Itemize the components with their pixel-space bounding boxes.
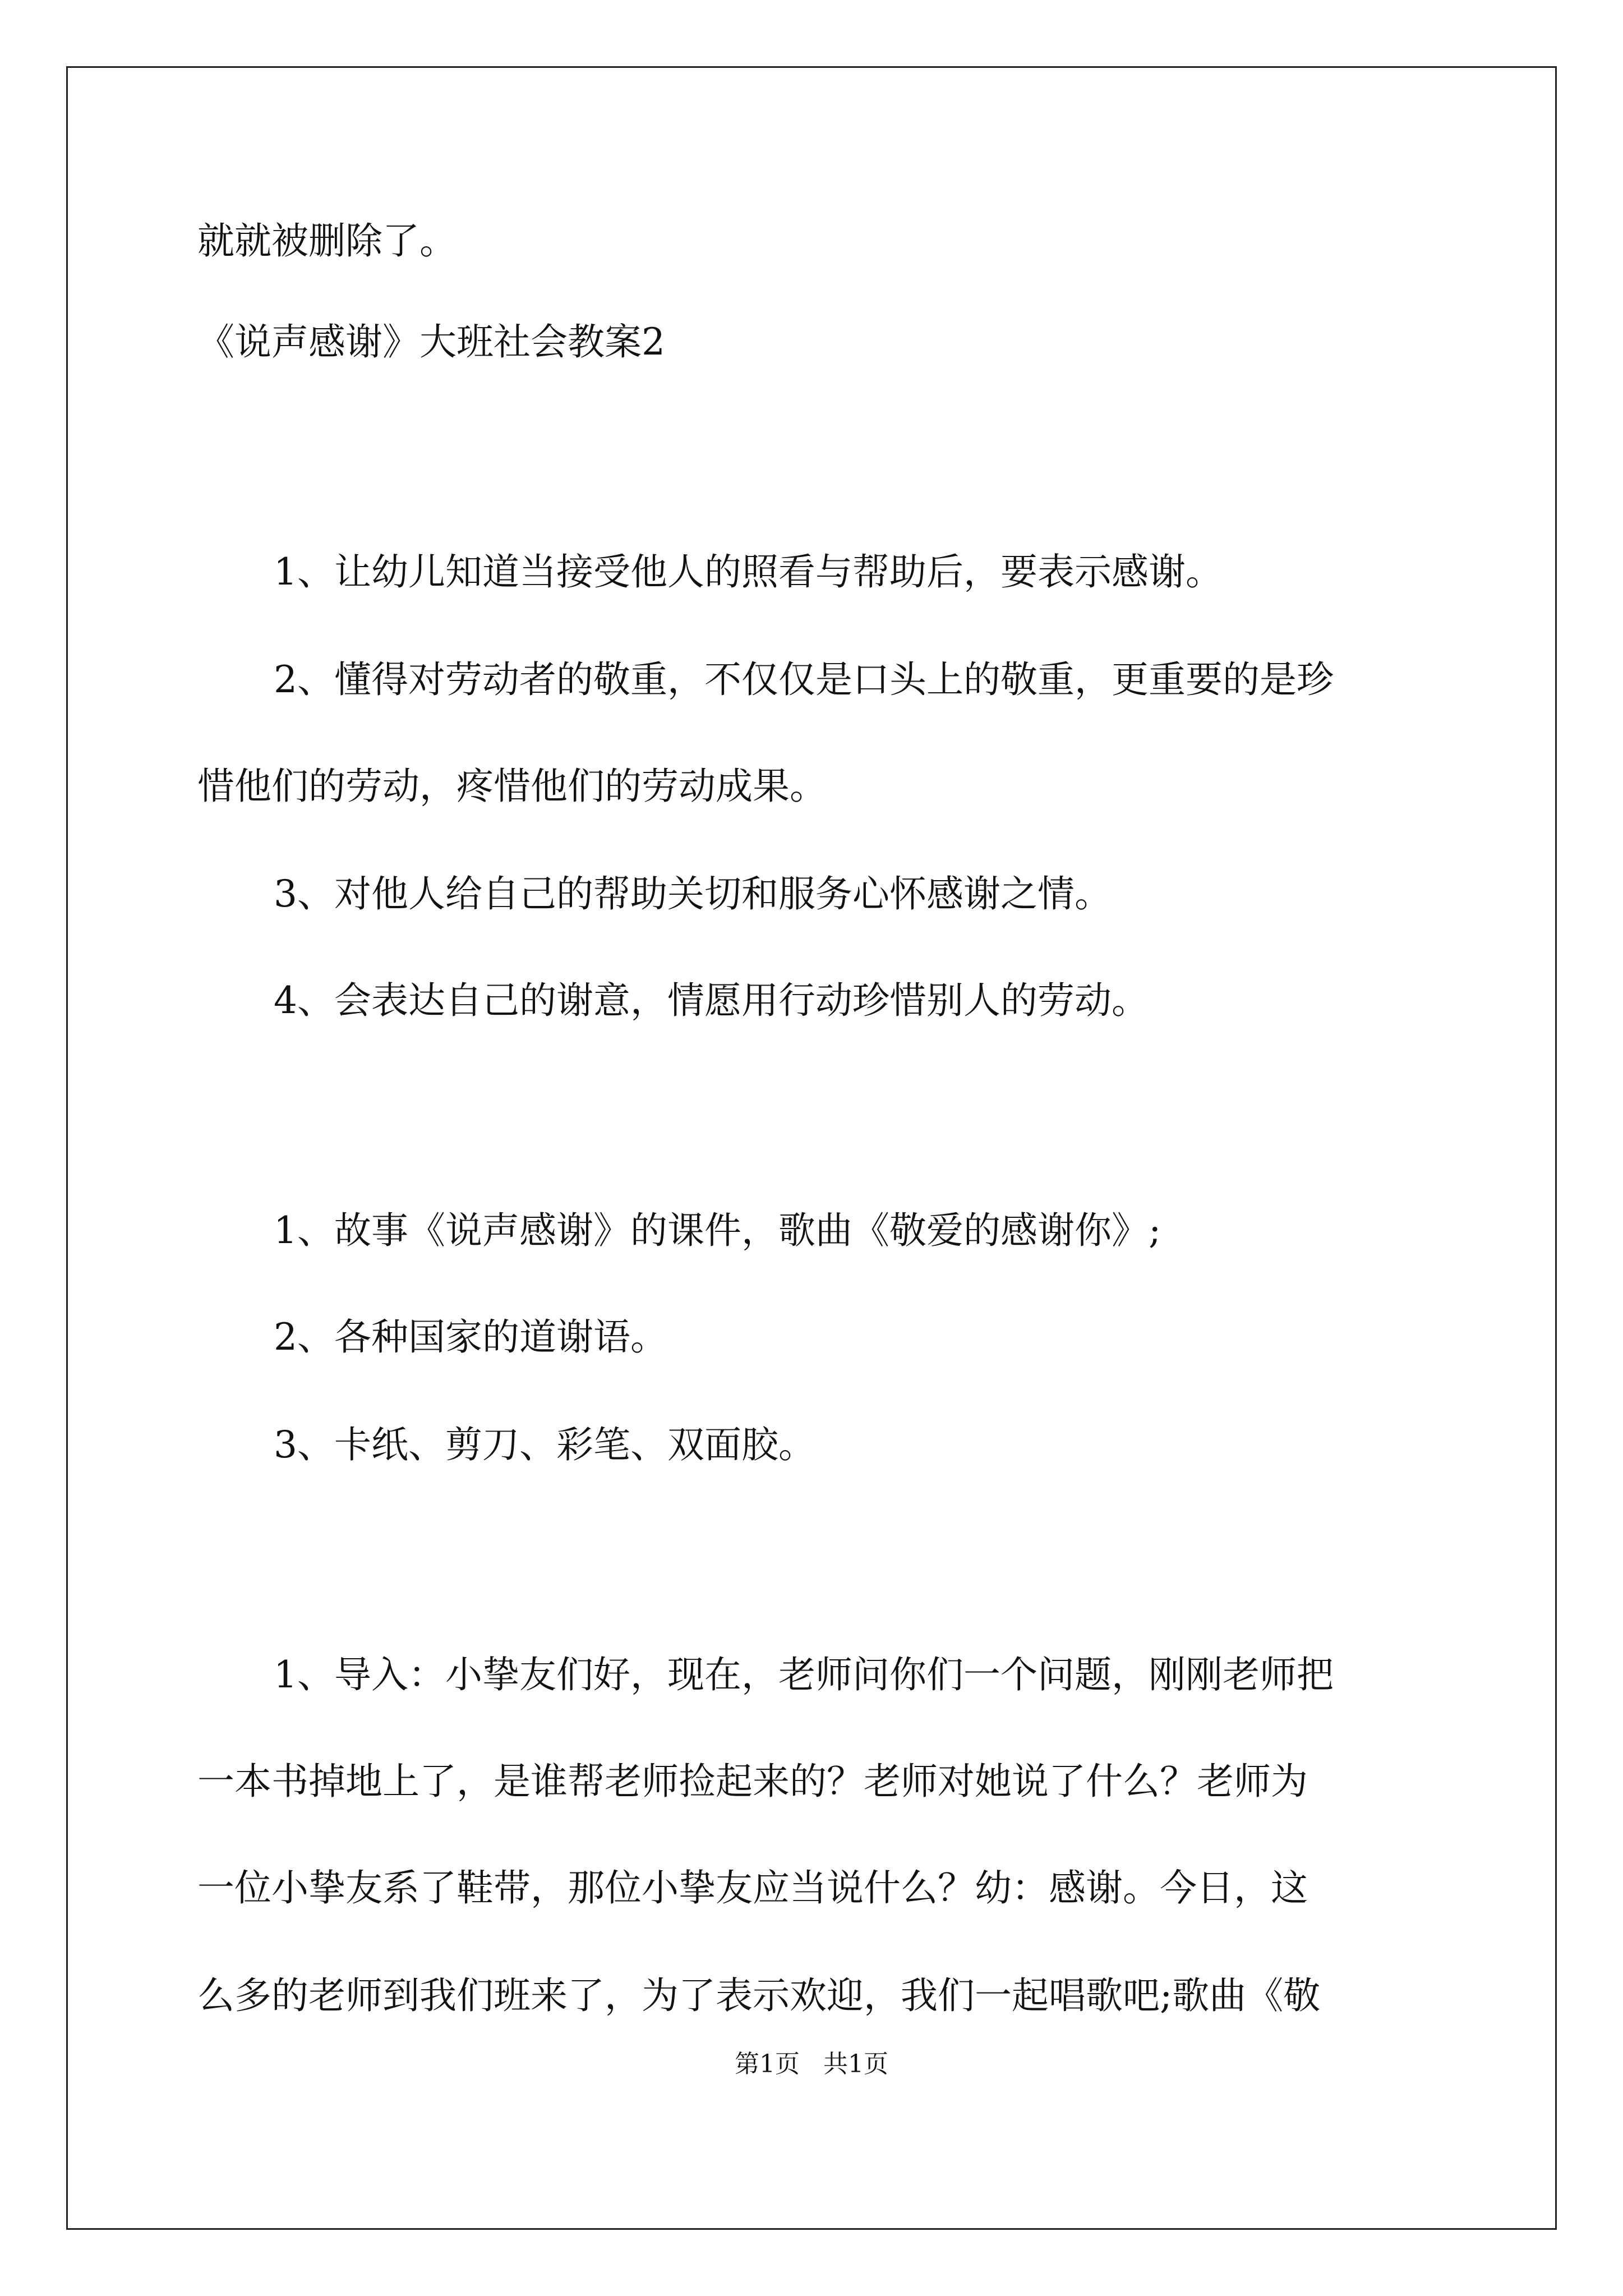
preparation-3: 3、卡纸、剪刀、彩笔、双面胶。	[274, 1423, 815, 1466]
objective-3: 3、对他人给自己的帮助关切和服务心怀感谢之情。	[274, 872, 1112, 915]
preparation-1: 1、故事《说声感谢》的课件，歌曲《敬爱的感谢你》;	[274, 1209, 1161, 1252]
process-line-3: 一位小挚友系了鞋带，那位小挚友应当说什么？幼：感谢。今日，这	[197, 1866, 1308, 1910]
objective-2-continued: 惜他们的劳动，疼惜他们的劳动成果。	[197, 765, 827, 808]
objective-4: 4、会表达自己的谢意，情愿用行动珍惜别人的劳动。	[274, 979, 1149, 1022]
page-footer: 第1页 共1页	[735, 2050, 888, 2078]
objective-1: 1、让幼儿知道当接受他人的照看与帮助后，要表示感谢。	[274, 550, 1223, 593]
process-line-4: 么多的老师到我们班来了，为了表示欢迎，我们一起唱歌吧;歌曲《敬	[197, 1974, 1321, 2017]
objective-2: 2、懂得对劳动者的敬重，不仅仅是口头上的敬重，更重要的是珍	[274, 658, 1334, 701]
process-line-1: 1、导入：小挚友们好，现在，老师问你们一个问题，刚刚老师把	[274, 1653, 1334, 1696]
section-title: 《说声感谢》大班社会教案2	[197, 320, 665, 364]
process-line-2: 一本书掉地上了，是谁帮老师捡起来的？老师对她说了什么？老师为	[197, 1760, 1308, 1803]
paragraph-line: 就就被删除了。	[197, 219, 457, 263]
preparation-2: 2、各种国家的道谢语。	[274, 1315, 667, 1359]
